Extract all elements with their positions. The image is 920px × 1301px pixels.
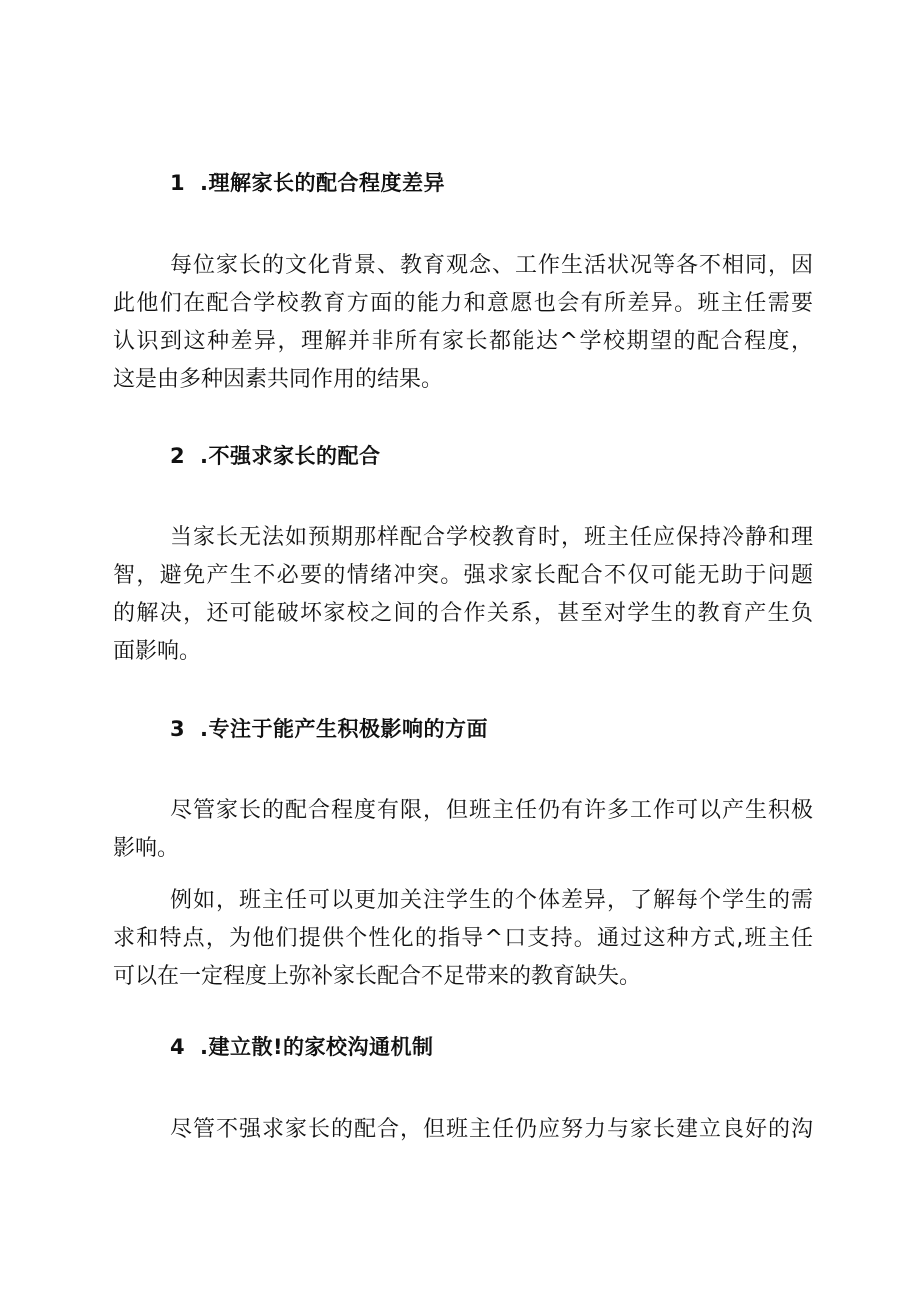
paragraph-line: 认识到这种差异，理解并非所有家长都能达^学校期望的配合程度， (113, 329, 813, 354)
paragraph-line: 这是由多种因素共同作用的结果。 (113, 367, 444, 392)
section-title: .不强求家长的配合 (200, 444, 381, 468)
paragraph-2 (113, 519, 813, 671)
paragraph-line: 可以在一定程度上弥补家长配合不足带来的教育缺失。 (113, 964, 642, 989)
section-title: .理解家长的配合程度差异 (200, 171, 445, 195)
paragraph-line: 求和特点，为他们提供个性化的指导^口支持。通过这种方式,班主任 (113, 926, 813, 951)
paragraph-line: 面影响。 (113, 639, 202, 664)
paragraph-5 (113, 1111, 813, 1149)
section-heading-4 (170, 1032, 434, 1062)
section-title: .建立散!的家校沟通机制 (200, 1035, 434, 1059)
paragraph-line: 此他们在配合学校教育方面的能力和意愿也会有所差异。班主任需要 (113, 291, 813, 316)
section-heading-1 (170, 168, 445, 198)
paragraph-line: 每位家长的文化背景、教育观念、工作生活状况等各不相同，因 (170, 253, 813, 278)
section-heading-3 (170, 714, 488, 744)
paragraph-3 (113, 792, 813, 868)
section-number: 4 (170, 1035, 186, 1059)
paragraph-line: 智，避免产生不必要的情绪冲突。强求家长配合不仅可能无助于问题 (113, 563, 813, 588)
section-number: 1 (170, 171, 186, 195)
paragraph-line: 例如，班主任可以更加关注学生的个体差异，了解每个学生的需 (170, 888, 813, 913)
paragraph-line: 尽管家长的配合程度有限，但班主任仍有许多工作可以产生积极 (170, 798, 813, 823)
paragraph-4 (113, 882, 813, 996)
paragraph-1 (113, 247, 813, 399)
paragraph-line: 影响。 (113, 836, 180, 861)
section-number: 3 (170, 717, 186, 741)
paragraph-line: 的解决，还可能破坏家校之间的合作关系，甚至对学生的教育产生负 (113, 601, 813, 626)
section-number: 2 (170, 444, 186, 468)
paragraph-line: 尽管不强求家长的配合，但班主任仍应努力与家长建立良好的沟 (170, 1117, 813, 1142)
section-heading-2 (170, 441, 380, 471)
paragraph-line: 当家长无法如预期那样配合学校教育时，班主任应保持冷静和理 (170, 525, 813, 550)
section-title: .专注于能产生积极影响的方面 (200, 717, 488, 741)
